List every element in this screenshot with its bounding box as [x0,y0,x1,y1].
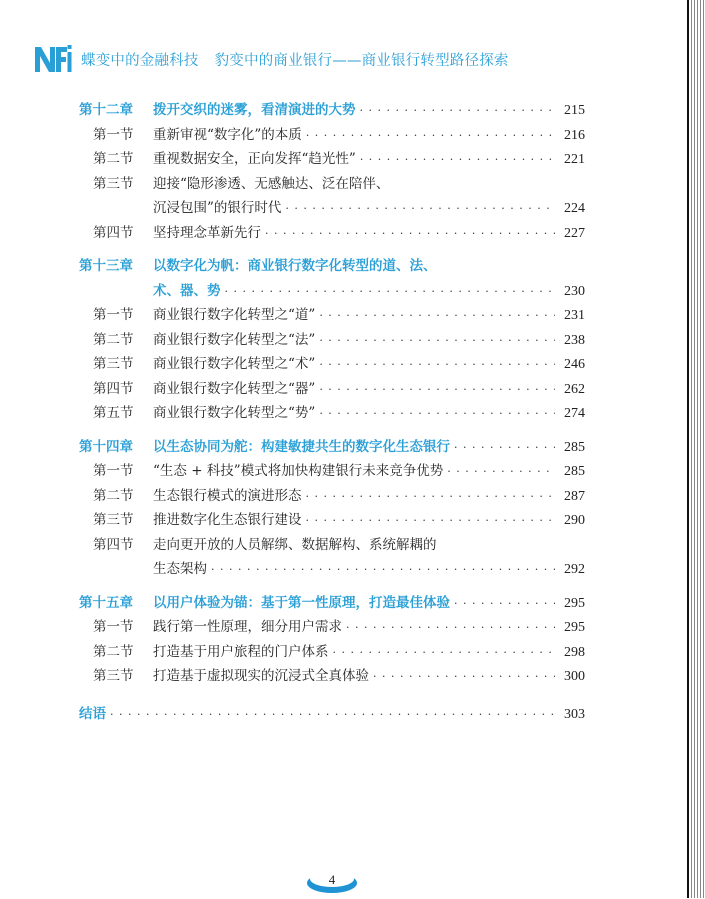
page-ref: 221 [564,152,585,167]
section-number: 第五节 [93,405,134,421]
section-title: 重新审视“数字化”的本质 [153,126,302,143]
dot-leader [319,378,555,403]
toc-section-continued[interactable] [79,557,585,582]
page-ref: 262 [564,381,585,397]
dot-leader [373,665,555,690]
chapter-title-line2: 术、器、势 [153,282,221,299]
section-number: 第三节 [93,512,134,528]
page-ref: 303 [564,706,585,722]
toc-section[interactable] [79,377,585,402]
page-ref: 216 [564,127,585,143]
section-number: 第一节 [93,463,134,479]
table-of-contents [79,98,585,726]
section-title: 生态银行模式的演进形态 [153,487,302,504]
section-title: “生态 + 科技”模式将加快构建银行未来竞争优势 [153,463,444,479]
toc-chapter-14[interactable] [79,435,585,460]
section-number: 第四节 [93,380,134,397]
toc-chapter-15[interactable] [79,591,585,616]
section-title: 践行第一性原理，细分用户需求 [153,619,342,635]
dot-leader [319,402,555,427]
toc-section-continued[interactable] [79,196,585,221]
page-ref: 290 [564,513,585,528]
section-number: 第二节 [93,487,134,504]
toc-chapter-12[interactable] [79,98,585,123]
page-ref: 224 [564,201,585,216]
toc-section[interactable] [79,303,585,328]
page-number-badge [305,869,359,895]
book-title: 豹变中的商业银行——商业银行转型路径探索 [214,52,509,69]
chapter-title: 拨开交织的迷雾，看清演进的大势 [153,102,356,118]
page-ref: 274 [564,406,585,421]
toc-conclusion[interactable] [79,702,585,727]
dot-leader [306,509,556,534]
section-title-line2: 生态架构 [153,561,207,577]
dot-leader [306,485,556,510]
toc-section[interactable] [79,172,585,197]
section-number: 第一节 [93,126,134,143]
dot-leader [211,558,555,583]
page-ref: 246 [564,357,585,372]
section-title: 商业银行数字化转型之“法” [153,331,316,348]
toc-section[interactable] [79,147,585,172]
toc-section[interactable] [79,459,585,484]
dot-leader [346,616,555,641]
chapter-title: 以用户体验为锚：基于第一性原理，打造最佳体验 [153,594,450,611]
series-title: 蝶变中的金融科技 [81,52,199,69]
toc-section[interactable] [79,508,585,533]
section-number: 第一节 [93,619,134,635]
dot-leader [265,222,555,247]
page-ref: 238 [564,332,585,348]
dot-leader [319,304,555,329]
page-ref: 215 [564,103,585,118]
chapter-title: 以生态协同为舵：构建敏捷共生的数字化生态银行 [153,438,450,455]
toc-chapter-13-continued[interactable] [79,279,585,304]
page-ref: 287 [564,488,585,504]
dot-leader [454,592,555,617]
dot-leader [360,148,555,173]
dot-leader [447,460,555,485]
chapter-number: 第十四章 [79,438,133,455]
dot-leader [333,641,556,666]
page-ref: 231 [564,308,585,323]
section-number: 第三节 [93,175,134,192]
section-number: 第二节 [93,643,134,660]
page-ref: 295 [564,620,585,635]
dot-leader [360,99,556,124]
page-ref: 285 [564,464,585,479]
running-header [33,44,509,74]
section-title-line2: 沉浸包围”的银行时代 [153,200,282,216]
page-edge-line [687,0,689,898]
dot-leader [306,124,555,149]
section-title: 打造基于虚拟现实的沉浸式全真体验 [153,668,369,684]
toc-chapter-13[interactable] [79,254,585,279]
section-title: 坚持理念革新先行 [153,224,261,241]
page-ref: 230 [564,283,585,299]
section-title: 推进数字化生态银行建设 [153,512,302,528]
dot-leader [110,703,555,728]
toc-section[interactable] [79,221,585,246]
chapter-title: 以数字化为帆：商业银行数字化转型的道、法、 [153,258,437,274]
toc-section[interactable] [79,533,585,558]
toc-section[interactable] [79,328,585,353]
toc-section[interactable] [79,664,585,689]
section-title: 重视数据安全，正向发挥“趋光性” [153,151,356,167]
dot-leader [319,353,555,378]
section-number: 第三节 [93,356,134,372]
chapter-number: 第十五章 [79,594,133,611]
toc-section[interactable] [79,401,585,426]
section-title: 打造基于用户旅程的门户体系 [153,643,329,660]
section-title: 迎接“隐形渗透、无感触达、泛在陪伴、 [153,175,390,192]
toc-section[interactable] [79,615,585,640]
section-number: 第四节 [93,536,134,553]
page-ref: 295 [564,595,585,611]
page-ref: 285 [564,439,585,455]
section-number: 第一节 [93,307,134,323]
section-number: 第三节 [93,668,134,684]
nfi-logo [33,44,73,74]
page-number: 4 [328,872,336,887]
section-title: 商业银行数字化转型之“器” [153,380,316,397]
section-number: 第二节 [93,331,134,348]
chapter-number: 第十三章 [79,258,133,274]
conclusion-title: 结语 [79,705,106,722]
page-ref: 227 [564,225,585,241]
page-edge-decoration [689,0,705,898]
section-number: 第四节 [93,224,134,241]
section-title: 商业银行数字化转型之“道” [153,307,316,323]
page-ref: 300 [564,669,585,684]
toc-section[interactable] [79,123,585,148]
page-ref: 298 [564,644,585,660]
section-title: 走向更开放的人员解绑、数据解构、系统解耦的 [153,536,437,553]
section-title: 商业银行数字化转型之“势” [153,405,316,421]
dot-leader [225,280,556,305]
section-number: 第二节 [93,151,134,167]
dot-leader [285,197,555,222]
toc-section[interactable] [79,484,585,509]
dot-leader [454,436,555,461]
dot-leader [319,329,555,354]
chapter-number: 第十二章 [79,102,133,118]
toc-section[interactable] [79,640,585,665]
toc-section[interactable] [79,352,585,377]
page-ref: 292 [564,562,585,577]
section-title: 商业银行数字化转型之“术” [153,356,316,372]
